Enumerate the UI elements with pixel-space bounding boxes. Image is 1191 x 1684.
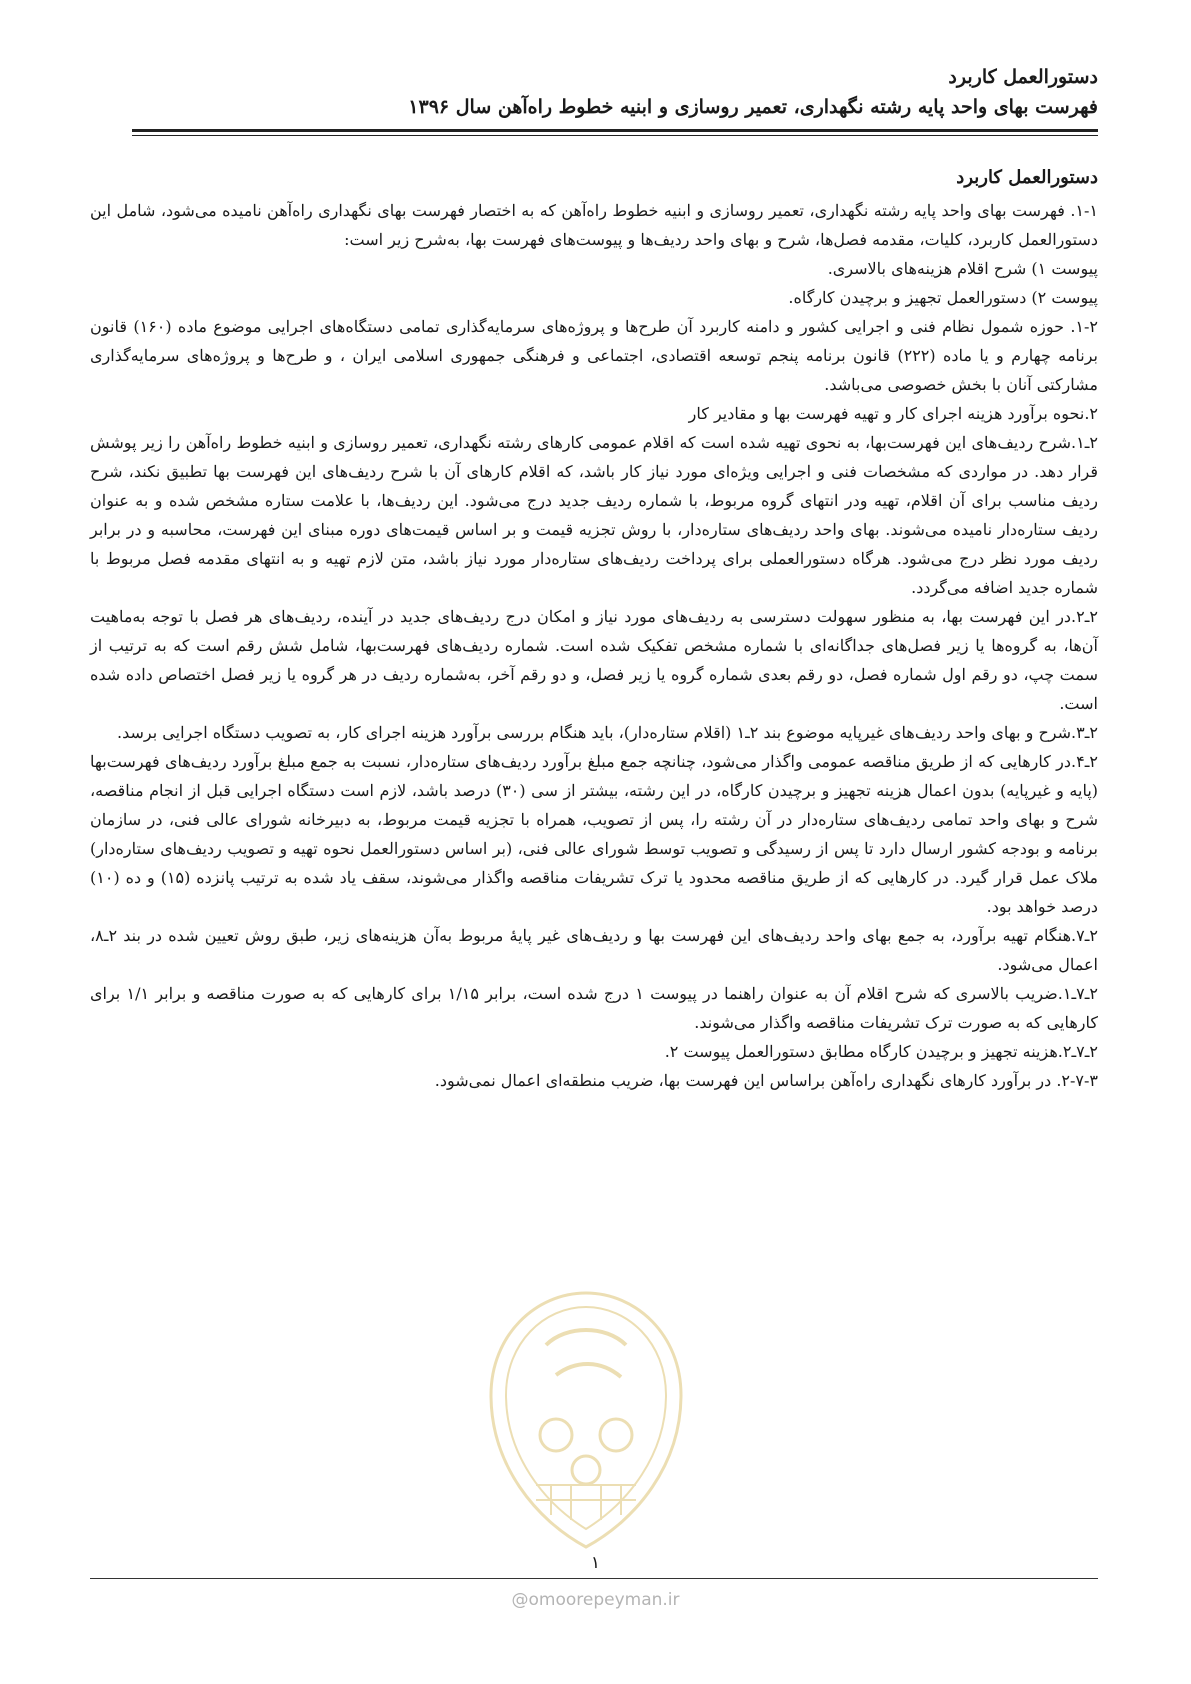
paragraph-2-7-2: ۲ـ۷ـ۲.هزینه تجهیز و برچیدن کارگاه مطابق دستورالعمل پیوست ۲. <box>664 1042 1098 1061</box>
watermark-text: @omoorepeyman.ir <box>511 1590 680 1610</box>
paragraph-2-heading: ۲.نحوه برآورد هزینه اجرای کار و تهیه فهرست بها و مقادیر کار <box>688 404 1098 423</box>
paragraph-appendix-1: پیوست ۱) شرح اقلام هزینه‌های بالاسری. <box>827 259 1098 278</box>
page-number: ۱ <box>590 1553 601 1573</box>
header-subtitle: فهرست بهای واحد پایه رشته نگهداری، تعمیر روسازی و ابنیه خطوط راه‌آهن سال ۱۳۹۶ <box>408 96 1098 118</box>
paragraph-2-2: ۲ـ۲.در این فهرست بها، به منظور سهولت دسترسی به ردیف‌های مورد نیاز و امکان درج ردیف‌های جدید در آینده، ردیف‌های هر فصل با توجه به‌ماهیت آن‌ها، به گروه‌ها یا زیر فصل‌های جداگانه‌ای با شماره مشخص تفکیک شده است. شماره ردیف‌های فهرست‌بها، شامل شش رقم است که به ترتیب از سمت چپ، دو رقم اول شماره فصل، دو رقم بعدی شماره گروه یا زیر فصل، و دو رقم آخر، به‌شماره ردیف در هر گروه یا زیر فصل اختصاص داده شده است. <box>90 607 1099 713</box>
paragraph-2-1: ۲ـ۱.شرح ردیف‌های این فهرست‌بها، به نحوی تهیه شده است که اقلام عمومی کارهای رشته نگهداری، تعمیر روسازی و ابنیه خطوط راه‌آهن را زیر پوشش قرار دهد. در مواردی که مشخصات فنی و اجرایی ویژه‌ای مورد نیاز کار باشد، که اقلام کارهای آن با شرح ردیف‌های این فهرست بها تطبیق نکند، شرح ردیف مناسب برای آن اقلام، تهیه ودر انتهای گروه مربوط، با شماره ردیف جدید درج می‌شود. این ردیف‌ها، با علامت ستاره مشخص شده و به عنوان ردیف ستاره‌دار نامیده می‌شوند. بهای واحد ردیف‌های ستاره‌دار، با روش تجزیه قیمت و بر اساس قیمت‌های دوره مبنای این فهرست، محاسبه و در برابر ردیف مورد نظر درج می‌شود. هرگاه دستورالعملی برای پرداخت ردیف‌های ستاره‌دار مورد نیاز باشد، متن لازم تهیه و به انتهای مقدمه فصل مربوط با شماره جدید اضافه می‌گردد. <box>90 433 1099 597</box>
paragraph-2-7: ۲ـ۷.هنگام تهیه برآورد، به جمع بهای واحد ردیف‌های این فهرست بها و ردیف‌های غیر پایهٔ مربوط به‌آن هزینه‌های زیر، طبق روش تعیین شده در بند ۲ـ۸، اعمال می‌شود. <box>90 926 1098 974</box>
paragraph-2-4: ۲ـ۴.در کارهایی که از طریق مناقصه عمومی واگذار می‌شود، چنانچه جمع مبلغ برآورد ردیف‌های ستاره‌دار، نسبت به جمع مبلغ برآورد ردیف‌های فهرست‌بها (پایه و غیرپایه) بدون اعمال هزینه تجهیز و برچیدن کارگاه، در این رشته، بیشتر از سی (۳۰) درصد باشد، لازم است دستگاه اجرایی قبل از انجام مناقصه، شرح و بهای واحد تمامی ردیف‌های ستاره‌دار در آن رشته را، پس از تصویب، همراه با تجزیه قیمت مربوط، به دبیرخانه شورای عالی فنی، در سازمان برنامه و بودجه کشور ارسال دارد تا پس از رسیدگی و تصویب توسط شورای عالی فنی، (بر اساس دستورالعمل نحوه تهیه و تصویب ردیف‌های ستاره‌دار) ملاک عمل قرار گیرد. در کارهایی که از طریق مناقصه محدود یا ترک تشریفات مناقصه واگذار می‌شوند، سقف یاد شده به ترتیب پانزده (۱۵) و ده (۱۰) درصد خواهد بود. <box>90 752 1099 916</box>
footer-rule <box>90 1578 1098 1579</box>
paragraph-appendix-2: پیوست ۲) دستورالعمل تجهیز و برچیدن کارگاه. <box>788 288 1098 307</box>
section-title: دستورالعمل کاربرد <box>956 167 1098 188</box>
paragraph-1-1: ۱-۱. فهرست بهای واحد پایه رشته نگهداری، تعمیر روسازی و ابنیه خطوط راه‌آهن که به اختصار فهرست بهای نگهداری راه‌آهن نامیده می‌شود، شامل این دستورالعمل کاربرد، کلیات، مقدمه فصل‌ها، شرح و بهای واحد ردیف‌ها و پیوست‌های فهرست بها، به‌شرح زیر است: <box>90 201 1098 249</box>
header-rule-thick <box>132 129 1098 132</box>
page-header <box>132 62 1098 122</box>
header-rule-thin <box>132 135 1098 136</box>
paragraph-1-2: ۱-۲. حوزه شمول نظام فنی و اجرایی کشور و دامنه کاربرد آن طرح‌ها و پروژه‌های سرمایه‌گذاری تمامی دستگاه‌های اجرایی موضوع ماده (۱۶۰) قانون برنامه چهارم و یا ماده (۲۲۲) قانون برنامه پنجم توسعه اقتصادی، اجتماعی و فرهنگی جمهوری اسلامی ایران ، و طرح‌ها و پروژه‌های سرمایه‌گذاری مشارکتی آنان با بخش خصوصی می‌باشد. <box>90 317 1098 394</box>
seal-watermark-icon <box>476 1285 696 1555</box>
paragraph-2-7-3: ۲-۷-۳. در برآورد کارهای نگهداری راه‌آهن براساس این فهرست بها، ضریب منطقه‌ای اعمال نمی‌شود. <box>434 1071 1098 1090</box>
paragraph-2-7-1: ۲ـ۷ـ۱.ضریب بالاسری که شرح اقلام آن به عنوان راهنما در پیوست ۱ درج شده است، برابر ۱/۱۵ برای کارهایی که به صورت مناقصه و برابر ۱/۱ برای کارهایی که به صورت ترک تشریفات مناقصه واگذار می‌شوند. <box>90 984 1099 1032</box>
header-title: دستورالعمل کاربرد <box>948 66 1098 88</box>
document-body <box>90 162 1098 1095</box>
paragraph-2-3: ۲ـ۳.شرح و بهای واحد ردیف‌های غیرپایه موضوع بند ۲ـ۱ (اقلام ستاره‌دار)، باید هنگام بررسی برآورد هزینه اجرای کار، به تصویب دستگاه اجرایی برسد. <box>117 723 1098 742</box>
